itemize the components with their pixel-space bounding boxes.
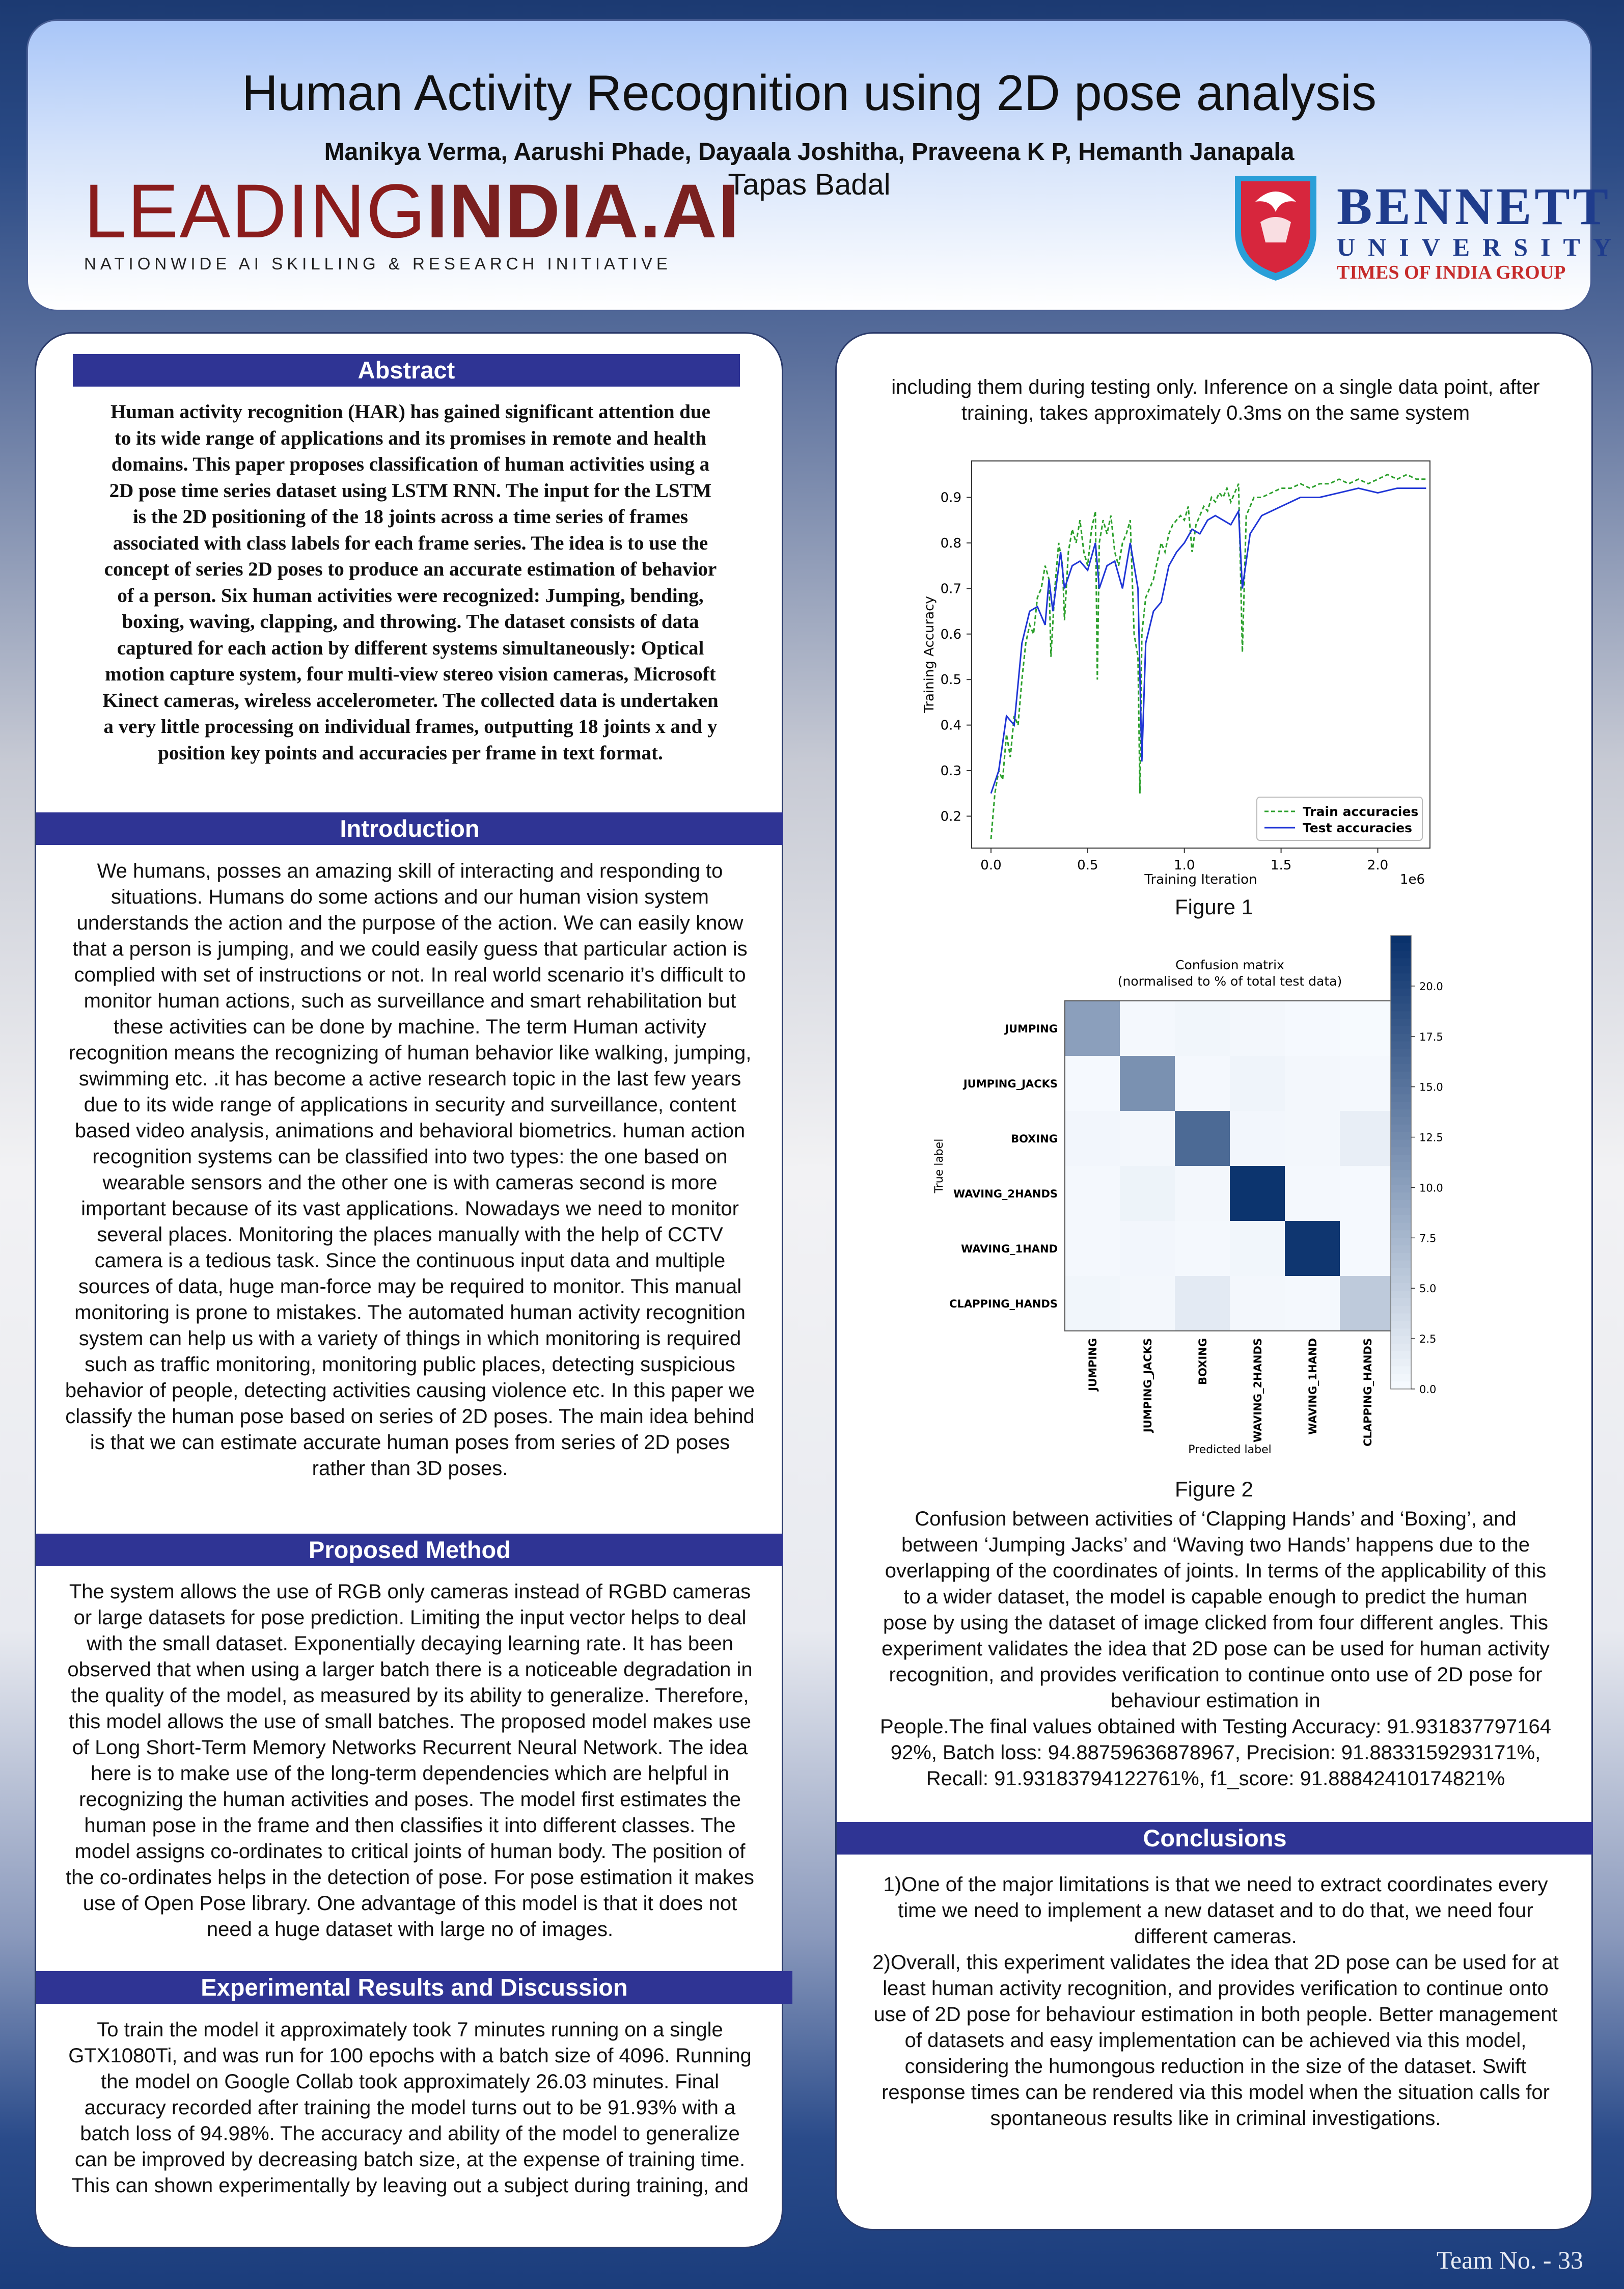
bennett-name: BENNETT — [1337, 177, 1612, 236]
colorbar-segment — [1391, 1147, 1411, 1155]
colorbar-segment — [1391, 1374, 1411, 1382]
text-line: This can shown experimentally by leaving out a subject during training, and — [71, 2174, 749, 2197]
text-line: least human activity recognition, and provides verification to continue onto — [883, 1977, 1549, 2000]
matrix-cell — [1230, 1111, 1285, 1166]
matrix-cell — [1065, 1111, 1120, 1166]
col-label: BOXING — [1197, 1338, 1209, 1385]
text-line: 92%, Batch loss: 94.88759636878967, Precision: 91.8833159293171%, — [890, 1741, 1541, 1764]
matrix-cell — [1120, 1221, 1175, 1276]
poster-mentor: Tapas Badal — [728, 168, 891, 201]
col-label: WAVING_1HAND — [1307, 1338, 1319, 1435]
x-scale-label: 1e6 — [1399, 872, 1425, 887]
text-line: different cameras. — [1134, 1925, 1297, 1948]
text-line: The system allows the use of RGB only cameras instead of RGBD cameras — [69, 1580, 751, 1603]
colorbar-label: 2.5 — [1419, 1333, 1437, 1346]
matrix-cell — [1340, 1001, 1395, 1056]
matrix-cell — [1230, 1221, 1285, 1276]
colorbar-segment — [1391, 1231, 1411, 1239]
matrix-cell — [1340, 1111, 1395, 1166]
matrix-y-label: True label — [933, 1138, 946, 1193]
colorbar-segment — [1391, 973, 1411, 982]
legend-label: Test accuracies — [1303, 821, 1412, 835]
abstract-text — [57, 399, 764, 766]
text-line: a very little processing on individual frames, outputting 18 joints x and y — [103, 716, 718, 738]
matrix-x-label: Predicted label — [1188, 1443, 1272, 1456]
colorbar-segment — [1391, 1276, 1411, 1284]
colorbar-segment — [1391, 966, 1411, 974]
y-tick-label: 0.9 — [940, 490, 961, 506]
colorbar-segment — [1391, 1034, 1411, 1042]
colorbar-segment — [1391, 943, 1411, 951]
colorbar-segment — [1391, 1056, 1411, 1065]
text-line: due to its wide range of applications in security and surveillance, content — [84, 1094, 736, 1116]
matrix-cell — [1285, 1056, 1340, 1111]
colorbar-segment — [1391, 1109, 1411, 1118]
text-line: system can help us with a variety of things in which monitoring is required — [78, 1327, 741, 1350]
text-line: Human activity recognition (HAR) has gained significant attention due — [111, 401, 710, 423]
matrix-cell — [1065, 1276, 1120, 1331]
x-tick-label: 1.0 — [1174, 858, 1195, 873]
colorbar-segment — [1391, 1072, 1411, 1080]
colorbar-segment — [1391, 1087, 1411, 1095]
results-heading: Experimental Results and Discussion — [36, 1971, 792, 2004]
text-line: GTX1080Ti, and was run for 100 epochs with a batch size of 4096. Running — [68, 2045, 752, 2067]
colorbar-segment — [1391, 1298, 1411, 1306]
text-line: 2D pose time series dataset using LSTM RNN. The input for the LSTM — [109, 479, 712, 502]
text-line: time we need to implement a new dataset and to do that, we need four — [898, 1899, 1533, 1922]
colorbar-label: 12.5 — [1419, 1131, 1443, 1144]
matrix-cell — [1120, 1001, 1175, 1056]
colorbar-segment — [1391, 951, 1411, 959]
bennett-sub: UNIVERSITY — [1337, 233, 1624, 261]
text-line: these activities can be done by machine. The term Human activity — [113, 1016, 707, 1038]
text-line: the co-ordinates helps in the detection of pose. For pose estimation it makes — [66, 1866, 754, 1889]
introduction-text — [40, 858, 780, 1482]
text-line: accuracy recorded after training the model turns out to be 91.93% with a — [84, 2096, 736, 2119]
text-line: 2)Overall, this experiment validates the idea that 2D pose can be used for at — [872, 1951, 1559, 1974]
text-line: the quality of the model, as measured by its ability to generalize. Therefore, — [71, 1684, 749, 1707]
training-accuracy-chart — [913, 446, 1473, 887]
text-line: swimming etc. .it has become a active research topic in the last few years — [78, 1068, 741, 1090]
text-line: recognizing the human activities and poses. The model first estimates the — [79, 1788, 741, 1811]
text-line: Recall: 91.93183794122761%, f1_score: 91.88842410174821% — [926, 1767, 1505, 1790]
y-tick-label: 0.8 — [940, 535, 961, 551]
text-line: with the small dataset. Exponentially decaying learning rate. It has been — [87, 1632, 733, 1655]
colorbar-label: 0.0 — [1419, 1383, 1437, 1396]
poster-title: Human Activity Recognition using 2D pose analysis — [242, 65, 1377, 121]
colorbar-segment — [1391, 1351, 1411, 1359]
matrix-cell — [1285, 1111, 1340, 1166]
colorbar-segment — [1391, 1223, 1411, 1231]
logo-word-leading: LEADING — [84, 168, 427, 254]
colorbar-segment — [1391, 1261, 1411, 1269]
abstract-heading: Abstract — [73, 354, 740, 387]
conclusions-text — [843, 1872, 1588, 2132]
colorbar-segment — [1391, 1155, 1411, 1163]
matrix-cell — [1120, 1111, 1175, 1166]
figure2-caption: Figure 2 — [1174, 1477, 1254, 1501]
text-line: this model allows the use of small batches. The proposed model makes use — [69, 1710, 751, 1733]
matrix-cell — [1230, 1166, 1285, 1221]
text-line: understands the action and the purpose of the action. We can easily know — [76, 912, 744, 934]
colorbar-segment — [1391, 1117, 1411, 1125]
text-line: wearable sensors and the other one is with cameras second is more — [102, 1171, 718, 1194]
matrix-cell — [1230, 1001, 1285, 1056]
matrix-cell — [1065, 1056, 1120, 1111]
text-line: of a person. Six human activities were recognized: Jumping, bending, — [117, 584, 704, 607]
poster-authors: Manikya Verma, Aarushi Phade, Dayaala Joshitha, Praveena K P, Hemanth Janapala — [324, 139, 1295, 166]
y-tick-label: 0.2 — [940, 809, 961, 825]
colorbar-segment — [1391, 1314, 1411, 1322]
bennett-group: TIMES OF INDIA GROUP — [1337, 262, 1566, 283]
left-column — [35, 332, 783, 2248]
colorbar-segment — [1391, 1064, 1411, 1072]
text-line: overlapping of the coordinates of joints. In terms of the applicability of this — [885, 1560, 1547, 1582]
text-line: or large datasets for pose prediction. Limiting the input vector helps to deal — [73, 1606, 747, 1629]
results-text-continued — [847, 374, 1584, 426]
colorbar-segment — [1391, 1095, 1411, 1103]
text-line: Kinect cameras, wireless accelerometer. The collected data is undertaken — [102, 689, 719, 712]
text-line: People.The final values obtained with Testing Accuracy: 91.931837797164 — [880, 1715, 1551, 1738]
matrix-cell — [1065, 1166, 1120, 1221]
colorbar-segment — [1391, 959, 1411, 967]
leadingindia-logo — [84, 168, 740, 284]
colorbar-segment — [1391, 1019, 1411, 1027]
text-line: concept of series 2D poses to produce an accurate estimation of behavior — [104, 558, 717, 580]
text-line: We humans, posses an amazing skill of interacting and responding to — [97, 860, 723, 882]
colorbar-segment — [1391, 1042, 1411, 1050]
text-line: to its wide range of applications and its promises in remote and health — [114, 427, 707, 449]
matrix-cell — [1285, 1166, 1340, 1221]
poster-header — [26, 19, 1624, 311]
matrix-subtitle: (normalised to % of total test data) — [1117, 974, 1342, 989]
text-line: behavior of people, detecting activities causing violence etc. In this paper we — [65, 1379, 755, 1402]
text-line: captured for each action by different systems simultaneously: Optical — [117, 637, 704, 659]
text-line: batch loss of 94.98%. The accuracy and ability of the model to generalize — [80, 2122, 740, 2145]
matrix-cell — [1285, 1001, 1340, 1056]
conclusions-heading: Conclusions — [837, 1822, 1593, 1855]
y-axis-label: Training Accuracy — [922, 596, 937, 713]
x-axis-label: Training Iteration — [1144, 872, 1257, 887]
colorbar-segment — [1391, 981, 1411, 989]
matrix-cell — [1120, 1166, 1175, 1221]
matrix-title: Confusion matrix — [1175, 958, 1284, 972]
colorbar-segment — [1391, 1268, 1411, 1276]
col-label: JUMPING — [1087, 1338, 1099, 1391]
text-line: of Long Short-Term Memory Networks Recurrent Neural Network. The idea — [72, 1736, 748, 1759]
colorbar-segment — [1391, 1162, 1411, 1170]
y-tick-label: 0.5 — [940, 672, 961, 688]
right-column — [835, 332, 1593, 2230]
colorbar-segment — [1391, 1049, 1411, 1057]
colorbar-segment — [1391, 1170, 1411, 1178]
text-line: to a wider dataset, the model is capable enough to predict the human — [903, 1586, 1528, 1608]
text-line: based video analysis, animations and behavioral biometrics. human action — [74, 1120, 746, 1142]
text-line: is the 2D positioning of the 18 joints across a time series of frames — [132, 506, 689, 528]
x-tick-label: 2.0 — [1367, 858, 1389, 873]
text-line: motion capture system, four multi-view stereo vision cameras, Microsoft — [105, 663, 716, 685]
discussion-text — [843, 1506, 1588, 1792]
y-tick-label: 0.3 — [940, 764, 961, 779]
text-line: of datasets and easy implementation can be achieved via this model, — [904, 2029, 1527, 2052]
text-line: boxing, waving, clapping, and throwing. The dataset consists of data — [122, 611, 699, 633]
text-line: position key points and accuracies per frame in text format. — [158, 742, 663, 764]
text-line: To train the model it approximately took 7 minutes running on a single — [97, 2019, 723, 2041]
colorbar-segment — [1391, 989, 1411, 997]
y-tick-label: 0.4 — [940, 718, 961, 733]
colorbar-segment — [1391, 1336, 1411, 1344]
shield-icon — [1230, 171, 1322, 283]
text-line: monitor human actions, such as surveillance and smart rehabilitation but — [84, 990, 736, 1012]
colorbar-segment — [1391, 1192, 1411, 1201]
text-line: complied with set of instructions or not. In real world scenario it’s difficult to — [74, 964, 746, 986]
colorbar-segment — [1391, 1200, 1411, 1208]
text-line: is that we can estimate accurate human poses from series of 2D poses — [90, 1431, 730, 1454]
colorbar-label: 20.0 — [1419, 980, 1443, 993]
logo-word-india: INDIA.AI — [426, 168, 740, 254]
text-line: recognition, and provides verification to continue onto use of 2D pose for — [889, 1664, 1543, 1686]
colorbar-label: 17.5 — [1419, 1030, 1443, 1043]
col-label: WAVING_2HANDS — [1252, 1338, 1264, 1442]
text-line: use of Open Pose library. One advantage of this model is that it does not — [82, 1892, 737, 1915]
y-tick-label: 0.6 — [940, 626, 961, 642]
text-line: associated with class labels for each frame series. The idea is to use the — [113, 532, 708, 554]
text-line: use of 2D pose for behaviour estimation in both people. Better management — [873, 2003, 1558, 2026]
text-line: such as traffic monitoring, monitoring public places, detecting suspicious — [85, 1353, 735, 1376]
colorbar-segment — [1391, 1359, 1411, 1367]
text-line: recognition systems can be classified into two types: the one based on — [92, 1146, 728, 1168]
row-label: JUMPING — [1005, 1023, 1058, 1035]
matrix-cell — [1230, 1276, 1285, 1331]
matrix-cell — [1175, 1111, 1230, 1166]
text-line: camera is a tedious task. Since the continuous input data and multiple — [94, 1249, 726, 1272]
text-line: recognition means the recognizing of human behavior like walking, jumping, — [68, 1042, 752, 1064]
matrix-cell — [1340, 1276, 1395, 1331]
colorbar-label: 15.0 — [1419, 1081, 1443, 1094]
colorbar-segment — [1391, 1381, 1411, 1389]
text-line: training, takes approximately 0.3ms on the same system — [961, 402, 1470, 424]
colorbar-segment — [1391, 1079, 1411, 1087]
colorbar-segment — [1391, 936, 1411, 944]
colorbar-segment — [1391, 1215, 1411, 1223]
colorbar-segment — [1391, 1004, 1411, 1012]
matrix-cell — [1175, 1001, 1230, 1056]
colorbar-segment — [1391, 1367, 1411, 1375]
matrix-cell — [1120, 1276, 1175, 1331]
row-label: WAVING_2HANDS — [953, 1188, 1058, 1200]
colorbar-segment — [1391, 1011, 1411, 1019]
figure1-caption: Figure 1 — [1174, 895, 1254, 919]
text-line: response times can be rendered via this model when the situation calls for — [882, 2081, 1550, 2104]
col-label: JUMPING_JACKS — [1142, 1338, 1154, 1433]
text-line: model assigns co-ordinates to critical joints of human body. The position of — [74, 1840, 746, 1863]
colorbar-segment — [1391, 996, 1411, 1004]
colorbar-segment — [1391, 1238, 1411, 1246]
colorbar-segment — [1391, 1132, 1411, 1140]
colorbar-label: 7.5 — [1419, 1232, 1437, 1245]
introduction-heading: Introduction — [36, 812, 783, 845]
row-label: CLAPPING_HANDS — [949, 1298, 1058, 1310]
colorbar-segment — [1391, 1026, 1411, 1034]
results-text — [40, 2017, 780, 2199]
text-line: situations. Humans do some actions and our human vision system — [111, 886, 709, 908]
text-line: can be improved by decreasing batch size, at the expense of training time. — [74, 2148, 746, 2171]
bennett-logo — [1230, 171, 1624, 283]
colorbar-label: 5.0 — [1419, 1283, 1437, 1295]
colorbar-segment — [1391, 1306, 1411, 1314]
colorbar-segment — [1391, 1208, 1411, 1216]
matrix-cell — [1175, 1221, 1230, 1276]
matrix-cell — [1175, 1056, 1230, 1111]
text-line: behaviour estimation in — [1111, 1690, 1320, 1712]
text-line: several places. Monitoring the places manually with the help of CCTV — [97, 1223, 723, 1246]
matrix-cell — [1175, 1166, 1230, 1221]
matrix-cell — [1285, 1276, 1340, 1331]
text-line: need a huge dataset with large no of images. — [206, 1918, 614, 1941]
text-line: important because of its vast applications. Nowadays we need to monitor — [81, 1197, 739, 1220]
logo-tagline: NATIONWIDE AI SKILLING & RESEARCH INITIATIVE — [84, 254, 672, 273]
text-line: experiment validates the idea that 2D pose can be used for human activity — [882, 1638, 1550, 1660]
matrix-cell — [1340, 1166, 1395, 1221]
colorbar-segment — [1391, 1283, 1411, 1291]
text-line: here is to make use of the long-term dependencies which are helpful in — [90, 1762, 730, 1785]
colorbar-segment — [1391, 1321, 1411, 1329]
colorbar-segment — [1391, 1328, 1411, 1337]
method-text — [40, 1579, 780, 1943]
row-label: WAVING_1HAND — [961, 1243, 1058, 1255]
colorbar-label: 10.0 — [1419, 1182, 1443, 1194]
x-tick-label: 0.5 — [1077, 858, 1098, 873]
colorbar-segment — [1391, 1344, 1411, 1352]
text-line: considering the humongous reduction in the size of the dataset. Swift — [904, 2055, 1527, 2078]
text-line: sources of data, huge man-force may be required to monitor. This manual — [78, 1275, 742, 1298]
matrix-cell — [1065, 1001, 1120, 1056]
text-line: that a person is jumping, and we could easily guess that particular action is — [72, 938, 748, 960]
colorbar-segment — [1391, 1253, 1411, 1261]
text-line: observed that when using a larger batch there is a noticeable degradation in — [67, 1658, 753, 1681]
matrix-cell — [1175, 1276, 1230, 1331]
text-line: rather than 3D poses. — [312, 1457, 508, 1480]
text-line: between ‘Jumping Jacks’ and ‘Waving two Hands’ happens due to the — [901, 1534, 1530, 1556]
text-line: human pose in the frame and then classifies it into different classes. The — [84, 1814, 736, 1837]
text-line: Confusion between activities of ‘Clapping Hands’ and ‘Boxing’, and — [915, 1508, 1517, 1530]
legend-label: Train accuracies — [1303, 804, 1419, 819]
colorbar-segment — [1391, 1245, 1411, 1254]
matrix-cell — [1285, 1221, 1340, 1276]
colorbar-segment — [1391, 1125, 1411, 1133]
text-line: classify the human pose based on series of 2D poses. The main idea behind — [65, 1405, 755, 1428]
x-tick-label: 1.5 — [1270, 858, 1292, 873]
x-tick-label: 0.0 — [980, 858, 1002, 873]
matrix-cell — [1340, 1221, 1395, 1276]
matrix-cell — [1120, 1056, 1175, 1111]
text-line: the model on Google Collab took approximately 26.03 minutes. Final — [100, 2070, 720, 2093]
colorbar-segment — [1391, 1102, 1411, 1110]
row-label: BOXING — [1011, 1133, 1058, 1145]
colorbar-segment — [1391, 1140, 1411, 1148]
y-tick-label: 0.7 — [940, 581, 961, 597]
colorbar-segment — [1391, 1178, 1411, 1186]
confusion-matrix-chart — [927, 935, 1467, 1459]
text-line: 1)One of the major limitations is that we need to extract coordinates every — [883, 1873, 1548, 1896]
colorbar-segment — [1391, 1185, 1411, 1193]
text-line: domains. This paper proposes classification of human activities using a — [111, 453, 710, 475]
colorbar-segment — [1391, 1291, 1411, 1299]
matrix-cell — [1340, 1056, 1395, 1111]
plot-area — [972, 461, 1430, 848]
text-line: spontaneous results like in criminal investigations. — [990, 2107, 1441, 2130]
team-number: Team No. - 33 — [1436, 2246, 1583, 2274]
text-line: including them during testing only. Inference on a single data point, after — [891, 376, 1540, 398]
matrix-cell — [1230, 1056, 1285, 1111]
col-label: CLAPPING_HANDS — [1362, 1338, 1374, 1447]
text-line: pose by using the dataset of image clicked from four different angles. This — [883, 1612, 1548, 1634]
method-heading: Proposed Method — [36, 1534, 783, 1566]
row-label: JUMPING_JACKS — [963, 1078, 1058, 1090]
matrix-cell — [1065, 1221, 1120, 1276]
text-line: monitoring is prone to mistakes. The automated human activity recognition — [74, 1301, 746, 1324]
